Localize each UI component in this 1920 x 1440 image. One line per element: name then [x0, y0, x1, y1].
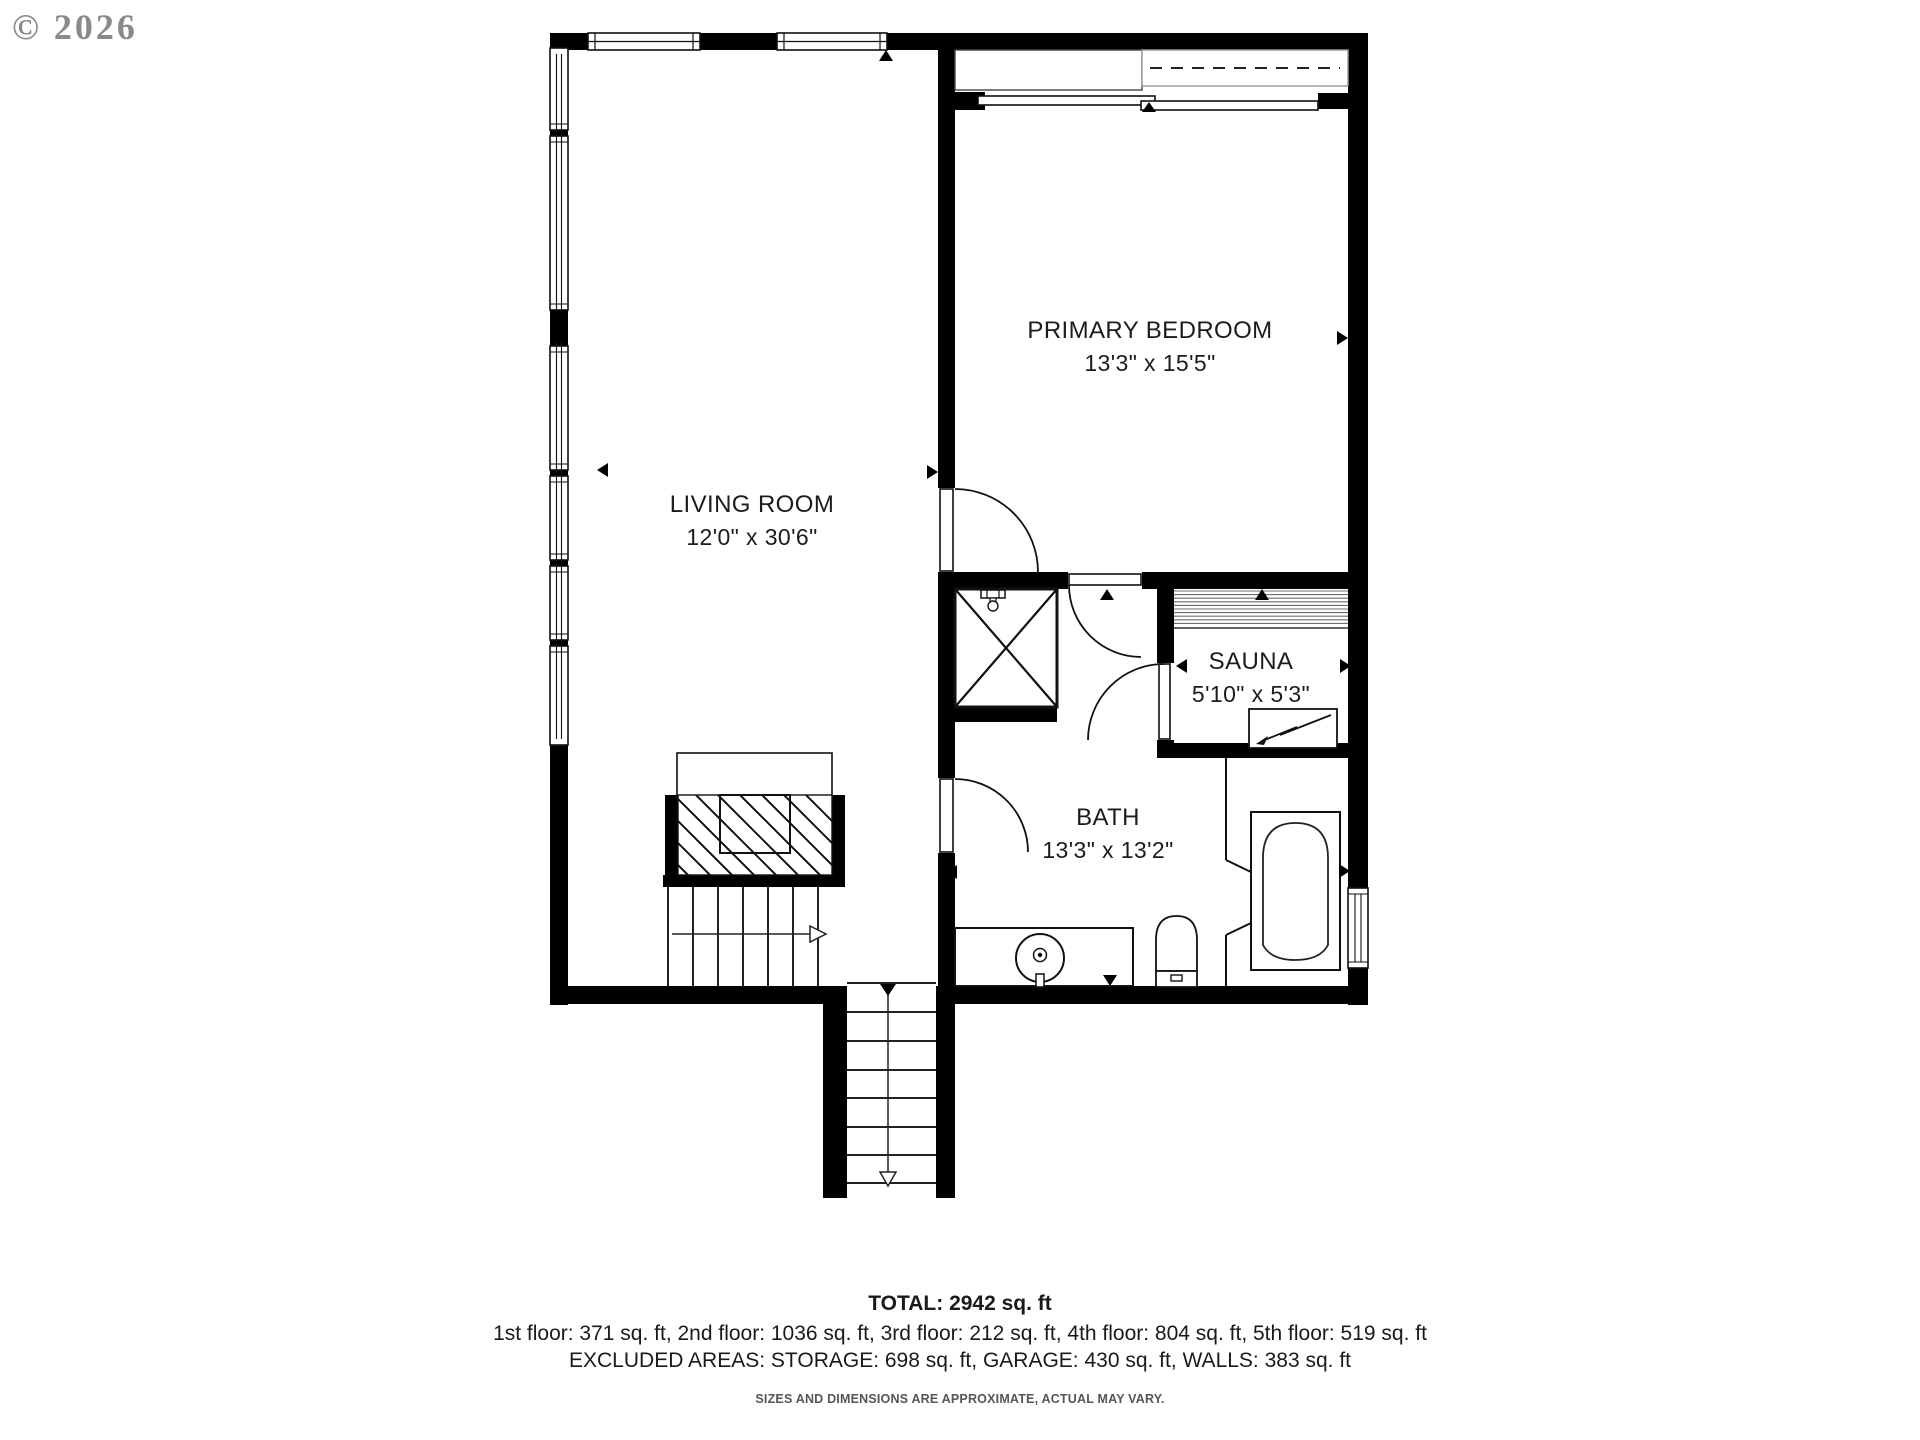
bath-door-north [1069, 574, 1141, 657]
room-name: BATH [1076, 804, 1140, 831]
bath-door-west [940, 779, 1028, 852]
marker-arrow [1176, 659, 1187, 673]
bedroom-closet [955, 50, 1348, 110]
disclaimer-text: SIZES AND DIMENSIONS ARE APPROXIMATE, ACTUAL MAY VARY. [755, 1392, 1165, 1406]
floor-areas-text: 1st floor: 371 sq. ft, 2nd floor: 1036 sq. ft, 3rd floor: 212 sq. ft, 4th floor: 804 sq. ft, 5th floor: 519 sq. ft [493, 1322, 1427, 1345]
bedroom-door [940, 489, 1038, 572]
window-top-2 [777, 33, 887, 50]
shower [955, 589, 1057, 707]
sauna-door [1088, 664, 1170, 740]
room-dimensions: 13'3" x 13'2" [1042, 837, 1174, 863]
closet-shelf-left [955, 50, 1142, 90]
excluded-areas-text: EXCLUDED AREAS: STORAGE: 698 sq. ft, GARAGE: 430 sq. ft, WALLS: 383 sq. ft [569, 1349, 1351, 1372]
room-name: PRIMARY BEDROOM [1027, 317, 1273, 344]
total-area-text: TOTAL: 2942 sq. ft [868, 1292, 1052, 1315]
room-dimensions: 13'3" x 15'5" [1084, 350, 1216, 376]
stairs-lower [847, 983, 936, 1186]
bathtub [1251, 812, 1340, 970]
room-dimensions: 12'0" x 30'6" [686, 524, 818, 550]
marker-arrow [880, 984, 896, 996]
tub-alcove-wall [1226, 758, 1251, 986]
left-wall-solid-chunk [550, 310, 568, 340]
sink-faucet [1036, 974, 1044, 987]
room-dimensions: 5'10" x 5'3" [1191, 681, 1311, 707]
room-name: LIVING ROOM [669, 491, 835, 518]
marker-arrow [927, 465, 938, 479]
marker-arrow [597, 463, 608, 477]
room-label-bath [1042, 801, 1173, 867]
room-name: SAUNA [1208, 648, 1294, 675]
room-label-sauna [1192, 645, 1310, 711]
copyright-watermark: © 2026 [12, 7, 138, 47]
window-right-bath [1348, 888, 1368, 968]
toilet [1156, 916, 1197, 987]
sauna-heater-icon [1249, 709, 1337, 748]
marker-arrow [1100, 589, 1114, 600]
stairs-upper [668, 887, 826, 986]
window-top-1 [588, 33, 700, 50]
window-left-column [550, 48, 568, 745]
marker-arrow [1337, 331, 1348, 345]
fireplace-hearth [677, 753, 832, 797]
room-label-primary-bedroom [1027, 314, 1272, 380]
room-label-living-room [670, 488, 834, 554]
marker-arrow [879, 50, 893, 61]
